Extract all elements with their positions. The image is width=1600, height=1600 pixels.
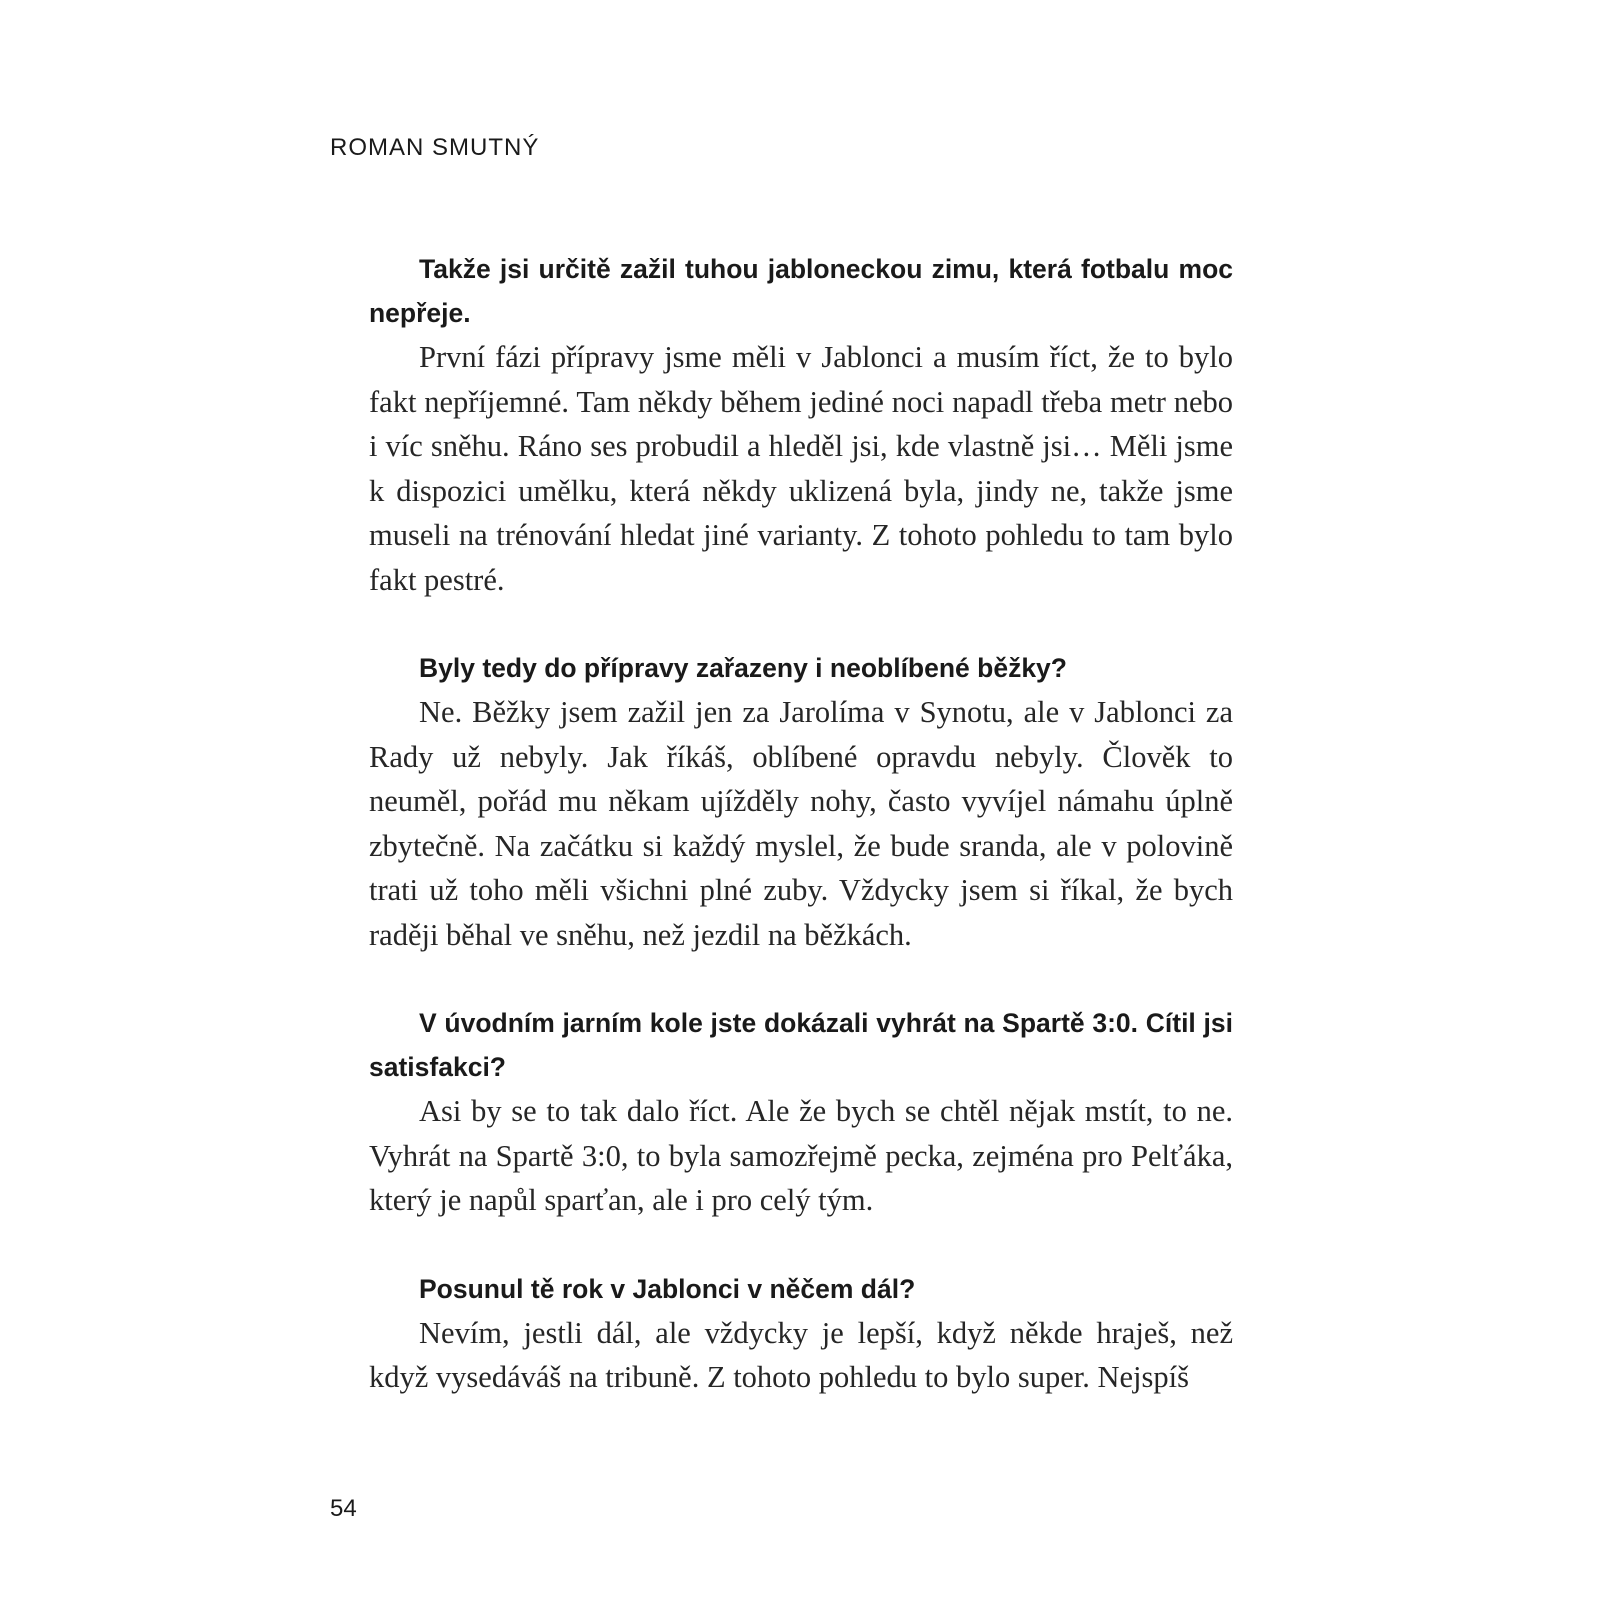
running-head: ROMAN SMUTNÝ (330, 134, 540, 161)
interview-section (369, 247, 1233, 602)
page-number: 54 (330, 1495, 357, 1522)
interview-section (369, 1001, 1233, 1223)
interview-section (369, 646, 1233, 957)
interview-question: V úvodním jarním kole jste dokázali vyhrát na Spartě 3:0. Cítil jsi satisfakci? (369, 1008, 1233, 1082)
interview-question: Posunul tě rok v Jablonci v něčem dál? (419, 1273, 916, 1304)
interview-answer: První fázi přípravy jsme měli v Jablonci a musím říct, že to bylo fakt nepříjemné. Tam někdy během jediné noci napadl třeba metr nebo i víc sněhu. Ráno ses probudil a hleděl jsi, kde vlastně jsi… Měli jsme k dispozici umělku, která někdy uklizená byla, jindy ne, takže jsme museli na trénování hledat jiné varianty. Z tohoto pohledu to tam bylo fakt pestré. (369, 340, 1233, 597)
interview-question: Takže jsi určitě zažil tuhou jabloneckou zimu, která fotbalu moc nepřeje. (369, 254, 1233, 328)
interview-answer: Ne. Běžky jsem zažil jen za Jarolíma v Synotu, ale v Jablonci za Rady už nebyly. Jak říkáš, oblíbené opravdu nebyly. Člověk to neuměl, pořád mu někam ujížděly nohy, často vyvíjel námahu úplně zbytečně. Na začátku si každý myslel, že bude sranda, ale v polovině trati už toho měli všichni plné zuby. Vždycky jsem si říkal, že bych raději běhal ve sněhu, než jezdil na běžkách. (369, 695, 1233, 952)
interview-answer: Nevím, jestli dál, ale vždycky je lepší, když někde hraješ, než když vysedáváš na tribuně. Z tohoto pohledu to bylo super. Nejspíš (369, 1315, 1233, 1394)
interview-section (369, 1267, 1233, 1400)
page-body (369, 247, 1233, 1444)
interview-question: Byly tedy do přípravy zařazeny i neoblíbené běžky? (419, 653, 1067, 683)
interview-answer: Asi by se to tak dalo říct. Ale že bych se chtěl nějak mstít, to ne. Vyhrát na Spartě 3:0, to byla samozřejmě pecka, zejména pro Pelťáka, který je napůl sparťan, ale i pro celý tým. (369, 1094, 1233, 1217)
